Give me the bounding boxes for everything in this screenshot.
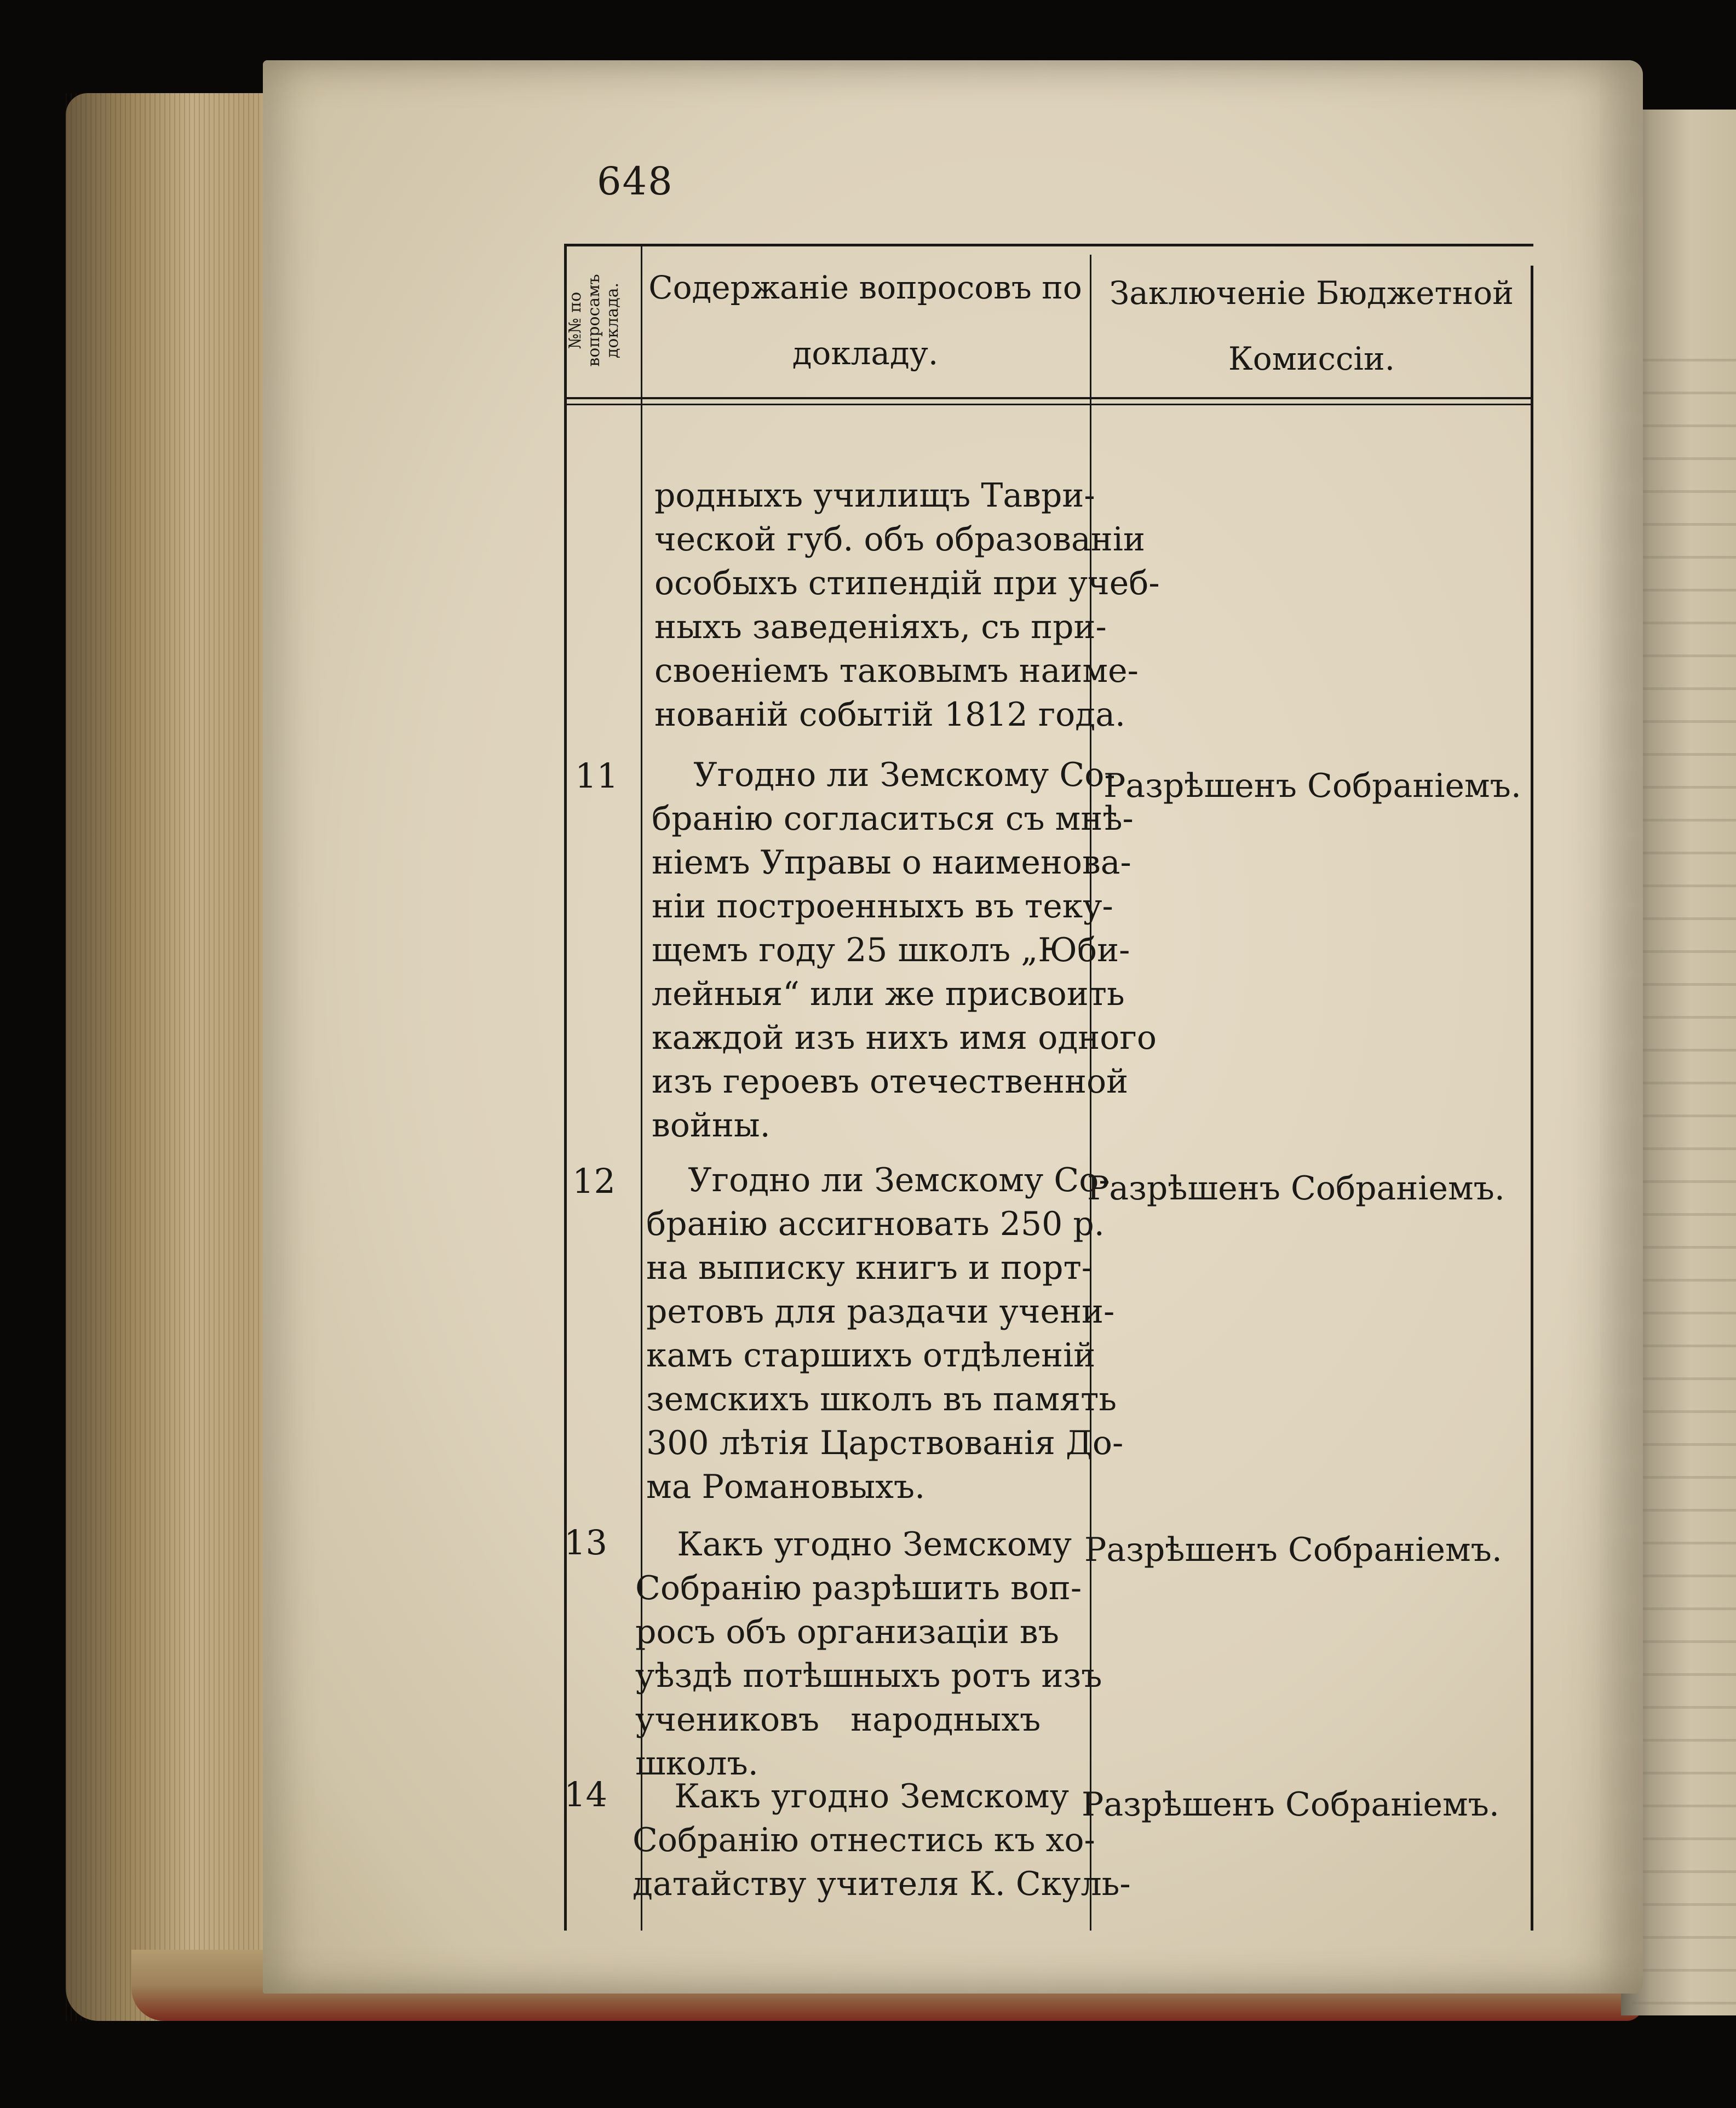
row-text: родныхъ училищъ Таври- ческой губ. объ образованіи особыхъ стипендій при учеб- ныхъ заведеніяхъ, съ при- своеніемъ таковымъ наиме- нованій событій 1812 года. — [654, 476, 1160, 734]
row-number: 11 — [575, 756, 618, 796]
row-result: Разрѣшенъ Собраніемъ. — [1082, 1785, 1499, 1824]
header-bottom-rule-double — [564, 404, 1533, 405]
table-left-rule — [564, 244, 567, 1931]
table-top-rule — [564, 244, 1533, 246]
header-number-column — [567, 260, 622, 381]
row-text: Угодно ли Земскому Со- бранію ассигновать 250 р. на выписку книгъ и порт- ретовъ для раздачи учени- камъ старшихъ отдѣленій земскихъ школъ въ память 300 лѣтія Царствованія До- ма Романовыхъ. — [646, 1161, 1124, 1506]
header-content-line1: Содержаніе вопросовъ по — [648, 269, 1082, 306]
row-result: Разрѣшенъ Собраніемъ. — [1087, 1169, 1505, 1208]
page-edge-stripes — [66, 93, 296, 2021]
row-result: Разрѣшенъ Собраніемъ. — [1084, 1531, 1502, 1569]
header-content-line2: докладу. — [792, 335, 939, 372]
right-page-texture — [1632, 329, 1736, 2015]
row-text: Какъ угодно Земскому Собранію отнестись къ хо- датайству учителя К. Скуль- — [633, 1777, 1131, 1903]
row-number: 13 — [564, 1523, 607, 1563]
header-bottom-rule — [564, 397, 1533, 399]
data-table — [564, 244, 1533, 1931]
header-conclusion-line2: Комиссіи. — [1228, 340, 1395, 377]
row-number: 12 — [572, 1161, 616, 1201]
page-number: 648 — [597, 159, 674, 204]
header-conclusion-line1: Заключеніе Бюджетной — [1110, 274, 1514, 312]
book-page-edges — [66, 93, 296, 2021]
row-text: Угодно ли Земскому Со- бранію согласиться съ мнѣ- ніемъ Управы о наименова- ніи построенныхъ въ теку- щемъ году 25 школъ „Юби- лейныя“ или же присвоить каждой изъ нихъ имя одного изъ героевъ отечественной войны. — [652, 756, 1157, 1145]
row-number: 14 — [564, 1774, 607, 1814]
table-right-rule — [1531, 266, 1533, 1931]
row-text: Какъ угодно Земскому Собранію разрѣшить воп- росъ объ организаціи въ уѣздѣ потѣшныхъ ротъ изъ учениковъ народныхъ школъ. — [635, 1525, 1102, 1783]
header-number-label: №№ по вопросамъ доклада. — [566, 274, 622, 367]
row-result: Разрѣшенъ Собраніемъ. — [1103, 767, 1521, 805]
